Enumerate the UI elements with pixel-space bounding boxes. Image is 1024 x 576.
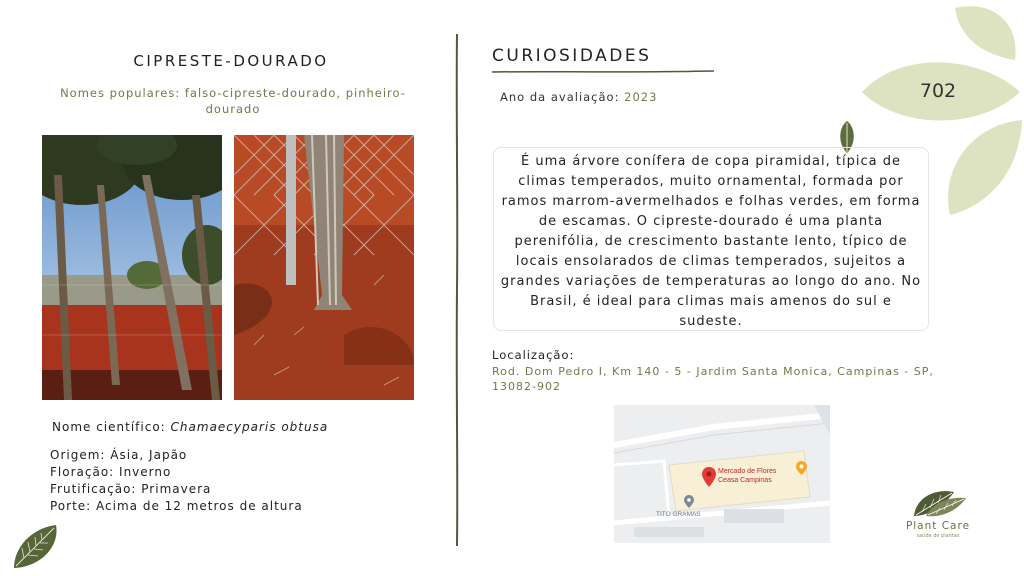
map-place-label: TITO GRAMAS — [656, 511, 701, 518]
curiosities-title: CURIOSIDADES — [492, 46, 652, 66]
logo-icon — [912, 486, 968, 520]
tree-photo-1 — [42, 135, 222, 400]
plant-name: CIPRESTE-DOURADO — [133, 52, 329, 70]
scientific-name — [52, 420, 328, 434]
evaluation-year-value: 2023 — [624, 90, 658, 104]
map-pin-label: Mercado de Flores Ceasa Campinas — [718, 468, 777, 484]
map-pin-icon[interactable] — [702, 467, 716, 487]
section-divider — [454, 34, 460, 546]
scientific-name-label: Nome científico: — [52, 420, 166, 434]
location-label: Localização: — [492, 348, 575, 362]
fact-flowering: Floração: Inverno — [50, 465, 172, 479]
popular-names-value: falso-cipreste-dourado, pinheiro-dourado — [184, 86, 406, 116]
popular-names — [48, 85, 418, 117]
plant-number: 702 — [919, 80, 957, 102]
curiosity-description: É uma árvore conífera de copa piramidal, típica de climas temperados, muito ornamental, formada por ramos marrom-avermelhados e folhas verdes, em forma de escamas. O cipreste-dourado é uma planta perenifólia, de crescimento bastante lento, típico de locais ensolarados de climas temperados, sujeitos a grandes variações de temperaturas ao longo do ano. No Brasil, é ideal para climas mais amenos do sul e sudeste. — [493, 147, 929, 331]
fact-size: Porte: Acima de 12 metros de altura — [50, 499, 303, 513]
brand-tagline: saúde de plantas — [916, 533, 960, 539]
popular-names-label: Nomes populares: — [60, 86, 181, 100]
evaluation-year — [500, 90, 657, 104]
evaluation-year-label: Ano da avaliação: — [500, 90, 620, 104]
fact-fruiting: Frutificação: Primavera — [50, 482, 212, 496]
plant-facts — [50, 447, 303, 515]
location-map[interactable] — [614, 405, 830, 543]
fact-origin: Origem: Ásia, Japão — [50, 448, 188, 462]
brand-name: Plant Care — [905, 520, 971, 532]
location-address: Rod. Dom Pedro I, Km 140 - 5 - Jardim Santa Monica, Campinas - SP, 13082-902 — [492, 365, 934, 393]
leaf-icon — [10, 522, 60, 570]
place-pin-icon[interactable] — [684, 495, 694, 508]
tree-photo-2 — [234, 135, 414, 400]
title-underline — [492, 69, 714, 75]
scientific-name-value: Chamaecyparis obtusa — [170, 420, 329, 434]
food-pin-icon[interactable] — [796, 461, 807, 475]
